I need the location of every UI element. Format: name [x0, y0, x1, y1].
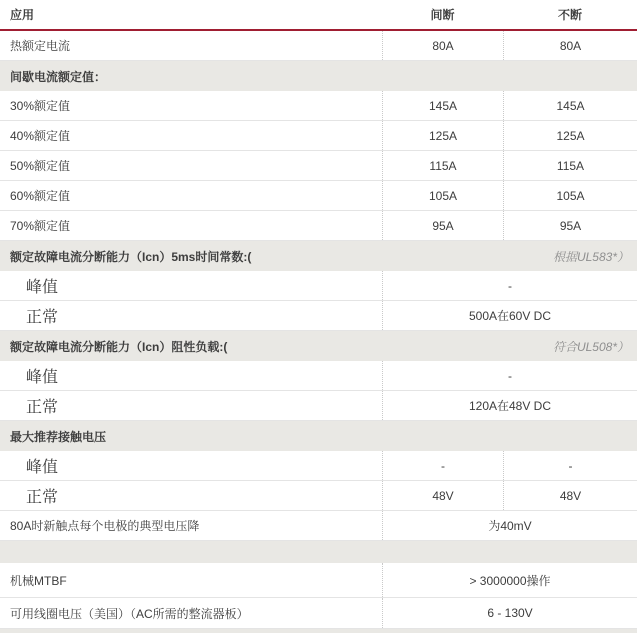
table-header-row — [0, 0, 637, 31]
value-intermittent: 115A — [382, 151, 503, 180]
table-row-coil-voltage — [0, 598, 637, 629]
table-row-60pct — [0, 181, 637, 211]
table-row-50pct — [0, 151, 637, 181]
row-label: 峰值 — [26, 369, 59, 386]
row-label: 70%额定值 — [10, 219, 71, 233]
value-intermittent: 125A — [382, 121, 503, 150]
table-row-thermal-current — [0, 31, 637, 61]
value-intermittent: 80A — [382, 31, 503, 60]
header-application: 应用 — [10, 8, 35, 22]
value-span: 120A在48V DC — [382, 391, 637, 420]
table-row-40pct — [0, 121, 637, 151]
value-span: - — [382, 271, 637, 300]
value-span: 500A在60V DC — [382, 301, 637, 330]
row-label: 峰值 — [26, 279, 59, 296]
row-label: 正常 — [26, 399, 59, 416]
table-row-icnres-normal — [0, 391, 637, 421]
value-span: - — [382, 361, 637, 390]
value-continuous: 125A — [503, 121, 637, 150]
table-row-30pct — [0, 91, 637, 121]
row-label: 热额定电流 — [10, 39, 71, 53]
value-span: 6 - 130V — [382, 598, 637, 628]
value-continuous: 80A — [503, 31, 637, 60]
value-continuous: 48V — [503, 481, 637, 510]
row-label: 40%额定值 — [10, 129, 71, 143]
row-label: 机械MTBF — [10, 573, 67, 588]
header-continuous: 不断 — [557, 8, 582, 22]
section-title: 额定故障电流分断能力（Icn）5ms时间常数:( — [10, 249, 252, 264]
header-intermittent: 间断 — [430, 8, 455, 22]
value-span: > 3000000操作 — [382, 563, 637, 597]
table-row-icn5ms-normal — [0, 301, 637, 331]
row-label: 峰值 — [26, 459, 59, 476]
row-label: 80A时新触点每个电极的典型电压降 — [10, 519, 200, 533]
value-span: 为40mV — [382, 511, 637, 540]
row-label: 可用线圈电压（美国）（AC所需的整流器板） — [10, 606, 249, 621]
table-row-mtbf — [0, 563, 637, 598]
value-intermittent: 145A — [382, 91, 503, 120]
table-row-contactv-peak — [0, 451, 637, 481]
section-row-icn-5ms — [0, 241, 637, 271]
row-label: 正常 — [26, 489, 59, 506]
row-label: 60%额定值 — [10, 189, 71, 203]
section-row-icn-resistive — [0, 331, 637, 361]
value-intermittent: - — [382, 451, 503, 480]
table-row-70pct — [0, 211, 637, 241]
value-continuous: - — [503, 451, 637, 480]
section-row-intermittent-ratings — [0, 61, 637, 91]
section-row-max-contact-voltage — [0, 421, 637, 451]
section-note: 根据UL583*） — [552, 249, 629, 264]
row-label: 30%额定值 — [10, 99, 71, 113]
value-continuous: 145A — [503, 91, 637, 120]
table-row-icn5ms-peak — [0, 271, 637, 301]
section-note: 符合UL508*） — [552, 339, 629, 354]
section-title: 间歇电流额定值： — [10, 69, 107, 84]
table-row-voltage-drop — [0, 511, 637, 541]
table-row-contactv-normal — [0, 481, 637, 511]
row-label: 50%额定值 — [10, 159, 71, 173]
value-intermittent: 48V — [382, 481, 503, 510]
empty-section-band — [0, 541, 637, 563]
section-title: 额定故障电流分断能力（Icn）阻性负载:( — [10, 339, 228, 354]
value-continuous: 115A — [503, 151, 637, 180]
next-section-band-cutoff — [0, 629, 637, 633]
table-row-icnres-peak — [0, 361, 637, 391]
value-intermittent: 95A — [382, 211, 503, 240]
section-title: 最大推荐接触电压 — [10, 429, 107, 444]
value-continuous: 105A — [503, 181, 637, 210]
value-intermittent: 105A — [382, 181, 503, 210]
row-label: 正常 — [26, 309, 59, 326]
value-continuous: 95A — [503, 211, 637, 240]
